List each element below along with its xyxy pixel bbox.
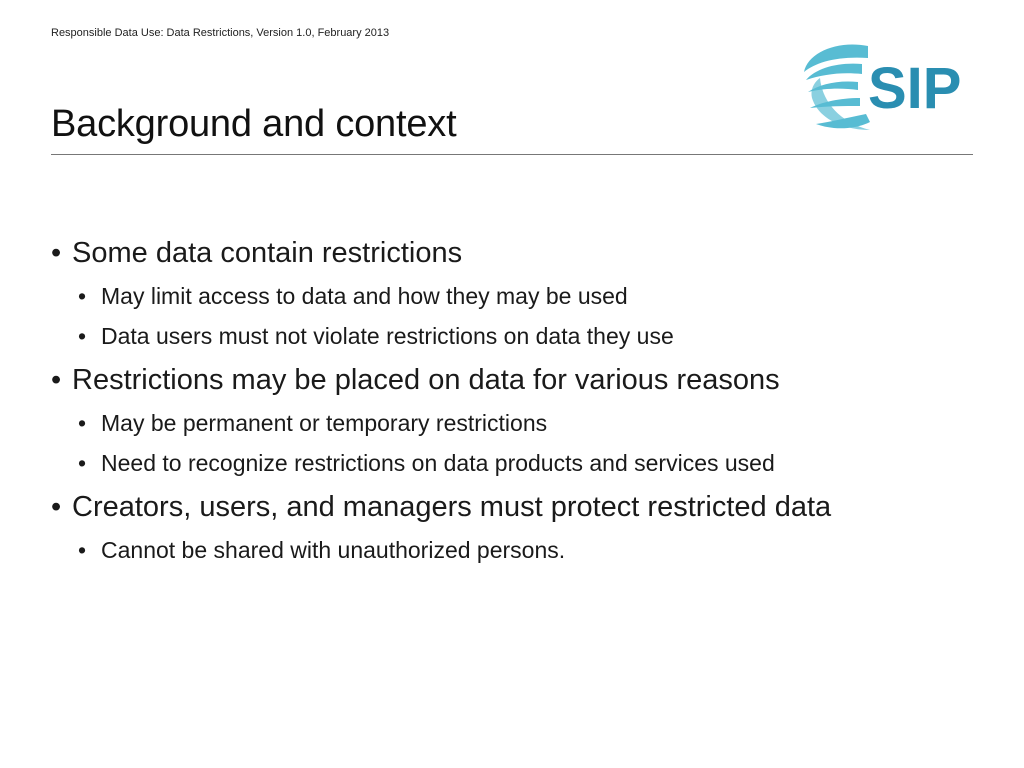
bullet-level2: • Cannot be shared with unauthorized persons.	[51, 536, 991, 564]
bullet-level1: • Some data contain restrictions	[51, 236, 991, 270]
header-note: Responsible Data Use: Data Restrictions, Version 1.0, February 2013	[51, 27, 390, 39]
bullet-group	[51, 363, 991, 477]
bullet-level2: • Data users must not violate restrictions on data they use	[51, 322, 991, 350]
sub-bullet-list	[51, 536, 991, 564]
sub-bullet-list	[51, 282, 991, 350]
logo-text: SIP	[868, 56, 962, 121]
title-divider	[51, 154, 973, 155]
sub-bullet-list	[51, 409, 991, 477]
esip-logo	[798, 38, 978, 138]
bullet-group	[51, 236, 991, 350]
bullet-level1: • Creators, users, and managers must protect restricted data	[51, 490, 991, 524]
bullet-level2: • Need to recognize restrictions on data products and services used	[51, 449, 991, 477]
bullet-level2: • May be permanent or temporary restrictions	[51, 409, 991, 437]
bullet-level2: • May limit access to data and how they may be used	[51, 282, 991, 310]
slide-title: Background and context	[51, 103, 457, 145]
bullet-group	[51, 490, 991, 564]
slide-content	[51, 236, 991, 577]
bullet-level1: • Restrictions may be placed on data for various reasons	[51, 363, 991, 397]
logo-swoosh	[804, 44, 870, 130]
